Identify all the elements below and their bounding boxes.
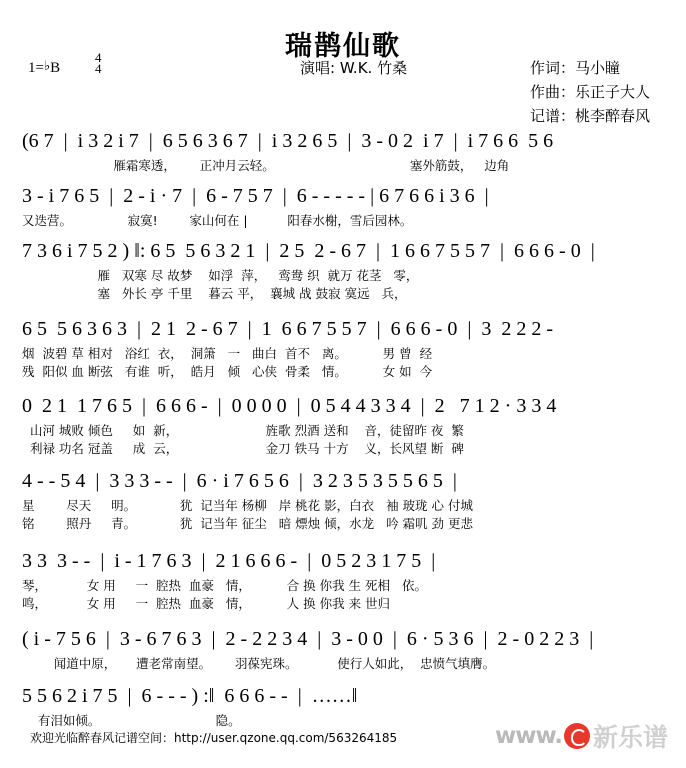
time-signature-bottom: 4 [95,61,102,76]
lyricist-credit: 作词：马小瞳 [529,59,620,77]
lyrics-row-1: 雁 双寒 尽 故梦 如浮 萍， 鸾鸯 织 就万 花茎 零， [22,268,419,283]
notation-row: 5 5 6 2 i 7 5 | 6 - - - ) :‖ 6 6 6 - - | ……‖ [22,685,358,707]
key-signature-label: 1= [28,60,44,76]
footer-note: 欢迎光临醉春风记谱空间：http://user.qzone.qq.com/563264185 [30,731,398,745]
watermark [495,718,668,754]
music-system-2 [22,185,667,228]
music-system-8 [22,628,667,671]
lyrics-row-1: 有泪如倾。 隐。 [22,713,241,728]
credits-block [530,56,650,128]
music-system-3 [22,240,667,301]
lyrics-row-2: 鸣， 女 用 一 腔热 血豪 情， 人 换 你我 来 世归 [22,596,391,611]
music-system-1 [22,130,667,173]
music-system-7 [22,550,667,611]
lyrics-row-2: 塞 外长 亭 千里 暮云 平， 襄城 战 鼓寂 寞远 兵， [22,286,407,301]
composer-credit: 作曲：乐正子大人 [529,83,650,101]
watermark-brand: 新乐谱 [592,723,668,752]
transcriber-credit: 记谱：桃李醉春风 [529,107,650,125]
key-letter: B [50,60,61,76]
lyrics-row-1: 山河 城败 倾色 如 新， 旌歌 烈酒 送和 音，徒留昨 夜 繁 [22,423,464,438]
performer-credit: 演唱: W.K. 竹桑 [300,59,408,77]
lyrics-row-1: 雁霜寒透， 正冲月云轻。 塞外筋鼓， 边角 [22,158,510,173]
lyrics-row-1: 琴， 女 用 一 腔热 血豪 情， 合 换 你我 生 死相 依。 [22,578,427,593]
music-system-6 [22,470,667,531]
notation-row: 6 5 5 6 3 6 3 | 2 1 2 - 6 7 | 1 6 6 7 5 5 7 | 6 6 6 - 0 | 3 2 2 2 - [22,318,553,340]
notation-row: 3 - i 7 6 5 | 2 - i · 7 | 6 - 7 5 7 | 6 - - - - - | 6 7 6 6 i 3 6 | [22,185,489,207]
notation-row: 4 - - 5 4 | 3 3 3 - - | 6 · i 7 6 5 6 | 3 2 3 5 3 5 5 6 5 | [22,470,457,492]
notation-row: 3 3 3 - - | i - 1 7 6 3 | 2 1 6 6 6 - | 0 5 2 3 1 7 5 | [22,550,436,572]
music-system-4 [22,318,667,379]
lyrics-row-2: 利禄 功名 冠盖 成 云， 金刀 铁马 十方 义，长风望 断 碑 [22,441,464,456]
lyrics-row-1: 烟 波碧 草 相对 浴红 衣， 洞箫 一 曲白 首不 离。 男 曾 经 [22,346,433,361]
lyrics-row-1: 又迭营。 寂寞! 家山何在 | 阳春水榭，雪后园林。 [22,213,413,228]
key-signature [28,58,60,77]
lyrics-row-2: 铭 照丹 青。 犹 记当年 征尘 暗 熛烛 倾，水龙 吟 霜叽 劲 更悲 [22,516,473,531]
notation-row: 0 2 1 1 7 6 5 | 6 6 6 - | 0 0 0 0 | 0 5 4 4 3 3 4 | 2 7 1 2 · 3 3 4 [22,395,557,417]
brand-logo-icon [564,723,590,749]
notation-row: ( i - 7 5 6 | 3 - 6 7 6 3 | 2 - 2 2 3 4 | 3 - 0 0 | 6 · 5 3 6 | 2 - 0 2 2 3 | [22,628,594,650]
notation-row: 7 3 6 i 7 5 2 ) ‖: 6 5 5 6 3 2 1 | 2 5 2 - 6 7 | 1 6 6 7 5 5 7 | 6 6 6 - 0 | [22,240,595,262]
lyrics-row-1: 星 尽天 明。 犹 记当年 杨柳 岸 桃花 影，白衣 袖 玻珑 心 付城 [22,498,473,513]
notation-row: (6 7 | i 3 2 i 7 | 6 5 6 3 6 7 | i 3 2 6 5 | 3 - 0 2 i 7 | i 7 6 6 5 6 [22,130,554,152]
page-title: 瑞鹊仙歌 [285,31,401,62]
time-signature-top: 4 [95,50,102,65]
key-flat-symbol: ♭ [43,58,51,73]
watermark-url: www. [494,723,562,749]
lyrics-row-1: 闻道中原， 遭老常南望。 羽葆宪珠。 使行人如此， 忠愤气填膺。 [22,656,496,671]
music-system-5 [22,395,667,456]
lyrics-row-2: 残 阳似 血 断弦 有谁 听， 皓月 倾 心侠 骨柔 情。 女 如 今 [22,364,433,379]
time-signature [95,52,102,74]
